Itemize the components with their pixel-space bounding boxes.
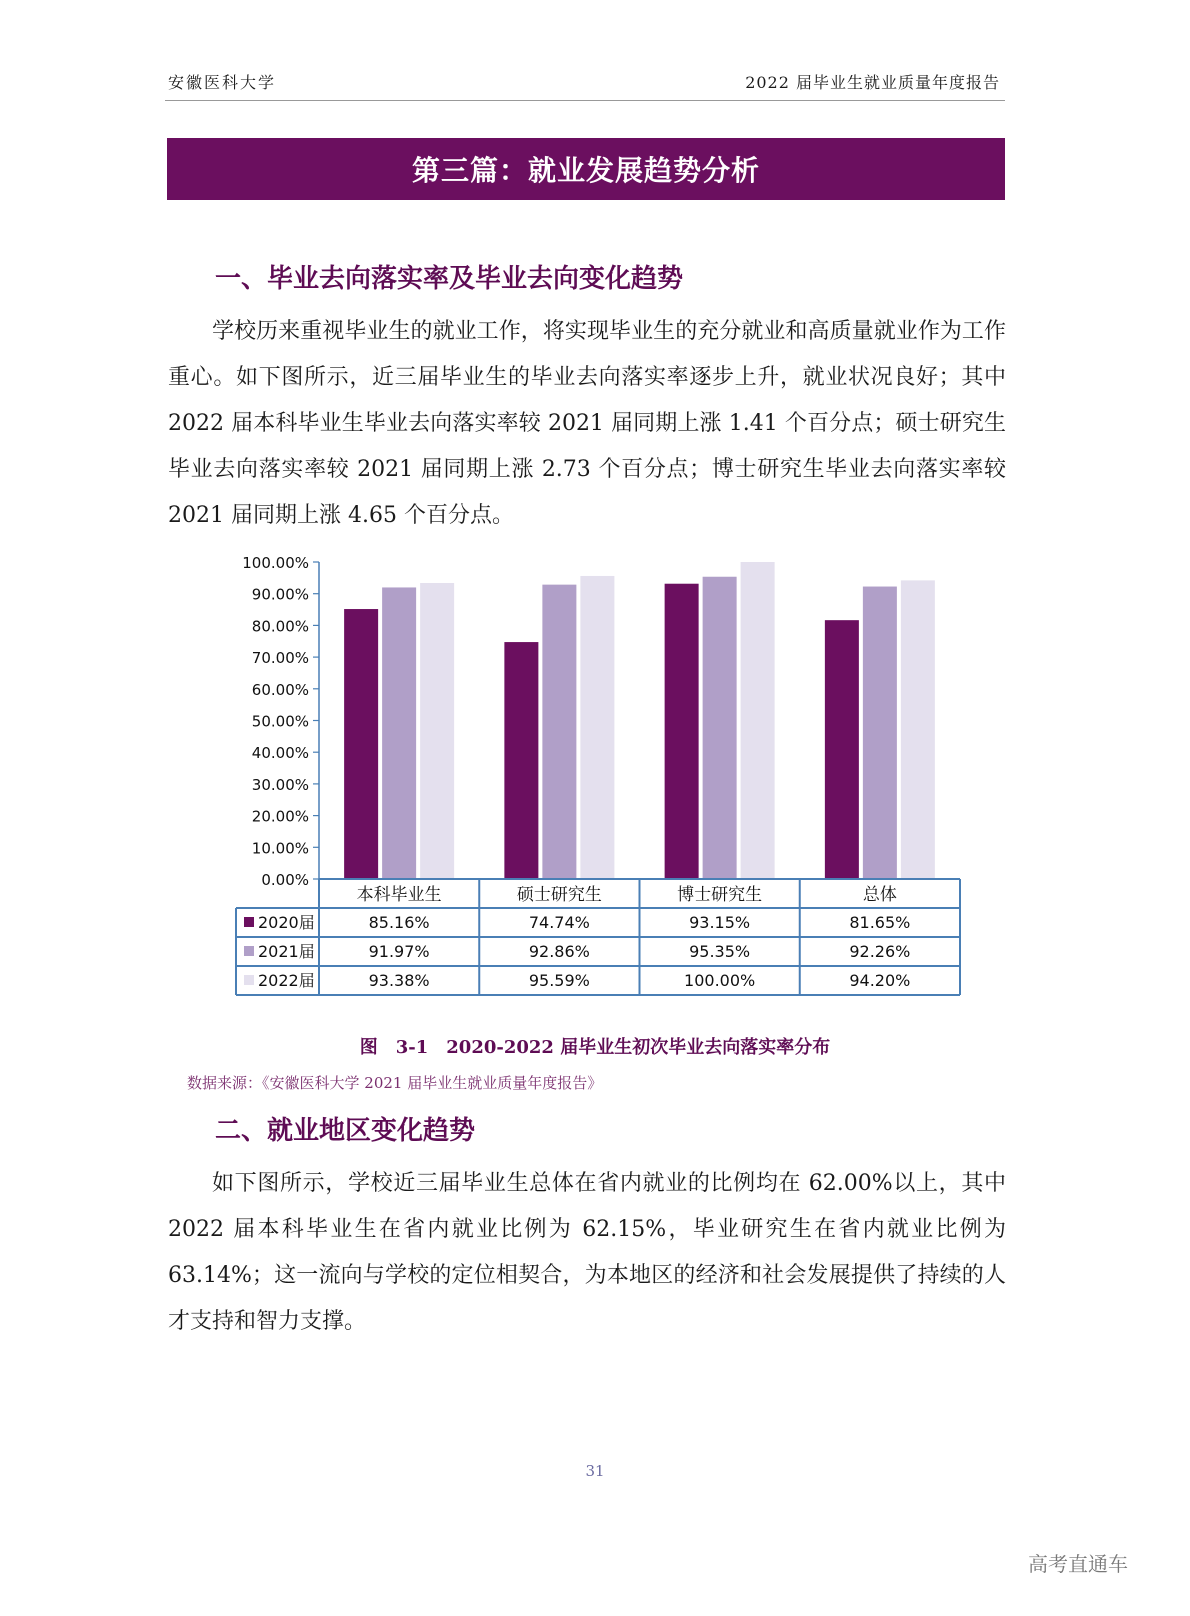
y-tick-label: 10.00% xyxy=(251,839,309,858)
data-label: 95.59% xyxy=(528,971,590,990)
legend-label: 2021届 xyxy=(258,942,315,961)
y-tick-label: 30.00% xyxy=(251,775,309,794)
section-1-title: 一、毕业去向落实率及毕业去向变化趋势 xyxy=(215,264,684,294)
bar xyxy=(703,577,737,879)
chapter-banner: 第三篇：就业发展趋势分析 xyxy=(167,138,1005,200)
figure-caption: 图 3-1 2020-2022 届毕业生初次毕业去向落实率分布 xyxy=(359,1037,831,1058)
data-label: 92.26% xyxy=(849,942,911,961)
bar xyxy=(542,585,576,879)
y-tick-label: 90.00% xyxy=(251,585,309,604)
data-label: 91.97% xyxy=(368,942,430,961)
legend-swatch xyxy=(244,917,254,927)
section-2-paragraph: 如下图所示，学校近三届毕业生总体在省内就业的比例均在 62.00%以上，其中 2022 届本科毕业生在省内就业比例为 62.15%，毕业研究生在省内就业比例为 63.14%；这一流向与学校的定位相契合，为本地区的经济和社会发展提供了持续的人才支持和智力支撑。 xyxy=(168,1171,1006,1334)
data-label: 100.00% xyxy=(684,971,756,990)
data-label: 94.20% xyxy=(849,971,911,990)
bar xyxy=(901,580,935,879)
section-2-title: 二、就业地区变化趋势 xyxy=(215,1116,476,1146)
y-tick-label: 20.00% xyxy=(251,807,309,826)
category-label: 本科毕业生 xyxy=(356,885,442,905)
bar xyxy=(580,576,614,879)
page-number: 31 xyxy=(585,1462,605,1480)
data-label: 81.65% xyxy=(849,913,911,932)
header-divider xyxy=(165,100,1005,101)
header-school-name: 安徽医科大学 xyxy=(168,73,277,92)
y-tick-label: 100.00% xyxy=(242,554,309,572)
bar xyxy=(741,562,775,879)
bar xyxy=(825,620,859,879)
y-tick-label: 50.00% xyxy=(251,712,309,731)
legend-swatch xyxy=(244,946,254,956)
data-label: 92.86% xyxy=(528,942,590,961)
bar xyxy=(420,583,454,879)
data-label: 95.35% xyxy=(689,942,751,961)
y-tick-label: 0.00% xyxy=(261,871,309,889)
category-label: 硕士研究生 xyxy=(516,885,602,905)
figure-source: 数据来源：《安徽医科大学 2021 届毕业生就业质量年度报告》 xyxy=(187,1074,603,1092)
data-label: 93.38% xyxy=(368,971,430,990)
bar xyxy=(344,609,378,879)
section-1-paragraph: 学校历来重视毕业生的就业工作，将实现毕业生的充分就业和高质量就业作为工作重心。如下图所示，近三届毕业生的毕业去向落实率逐步上升，就业状况良好；其中 2022 届本科毕业生毕业去向落实率较 2021 届同期上涨 1.41 个百分点；硕士研究生毕业去向落实率较 2021 届同期上涨 2.73 个百分点；博士研究生毕业去向落实率较 2021 届同期上涨 4.65 个百分点。 xyxy=(168,319,1006,528)
placement-rate-chart xyxy=(230,552,970,1004)
legend-label: 2022届 xyxy=(258,971,315,990)
y-tick-label: 70.00% xyxy=(251,649,309,668)
bar xyxy=(863,587,897,879)
y-tick-label: 40.00% xyxy=(251,744,309,763)
data-label: 74.74% xyxy=(528,913,590,932)
category-label: 博士研究生 xyxy=(677,885,763,905)
legend-label: 2020届 xyxy=(258,913,315,932)
legend-swatch xyxy=(244,975,254,985)
data-label: 93.15% xyxy=(689,913,751,932)
watermark: 高考直通车 xyxy=(1028,1552,1128,1576)
bar xyxy=(504,642,538,879)
header-report-title: 2022 届毕业生就业质量年度报告 xyxy=(745,73,1000,92)
y-tick-label: 80.00% xyxy=(251,617,309,636)
bar xyxy=(382,587,416,879)
bar xyxy=(665,584,699,879)
category-label: 总体 xyxy=(862,885,897,905)
data-label: 85.16% xyxy=(368,913,430,932)
y-tick-label: 60.00% xyxy=(251,680,309,699)
